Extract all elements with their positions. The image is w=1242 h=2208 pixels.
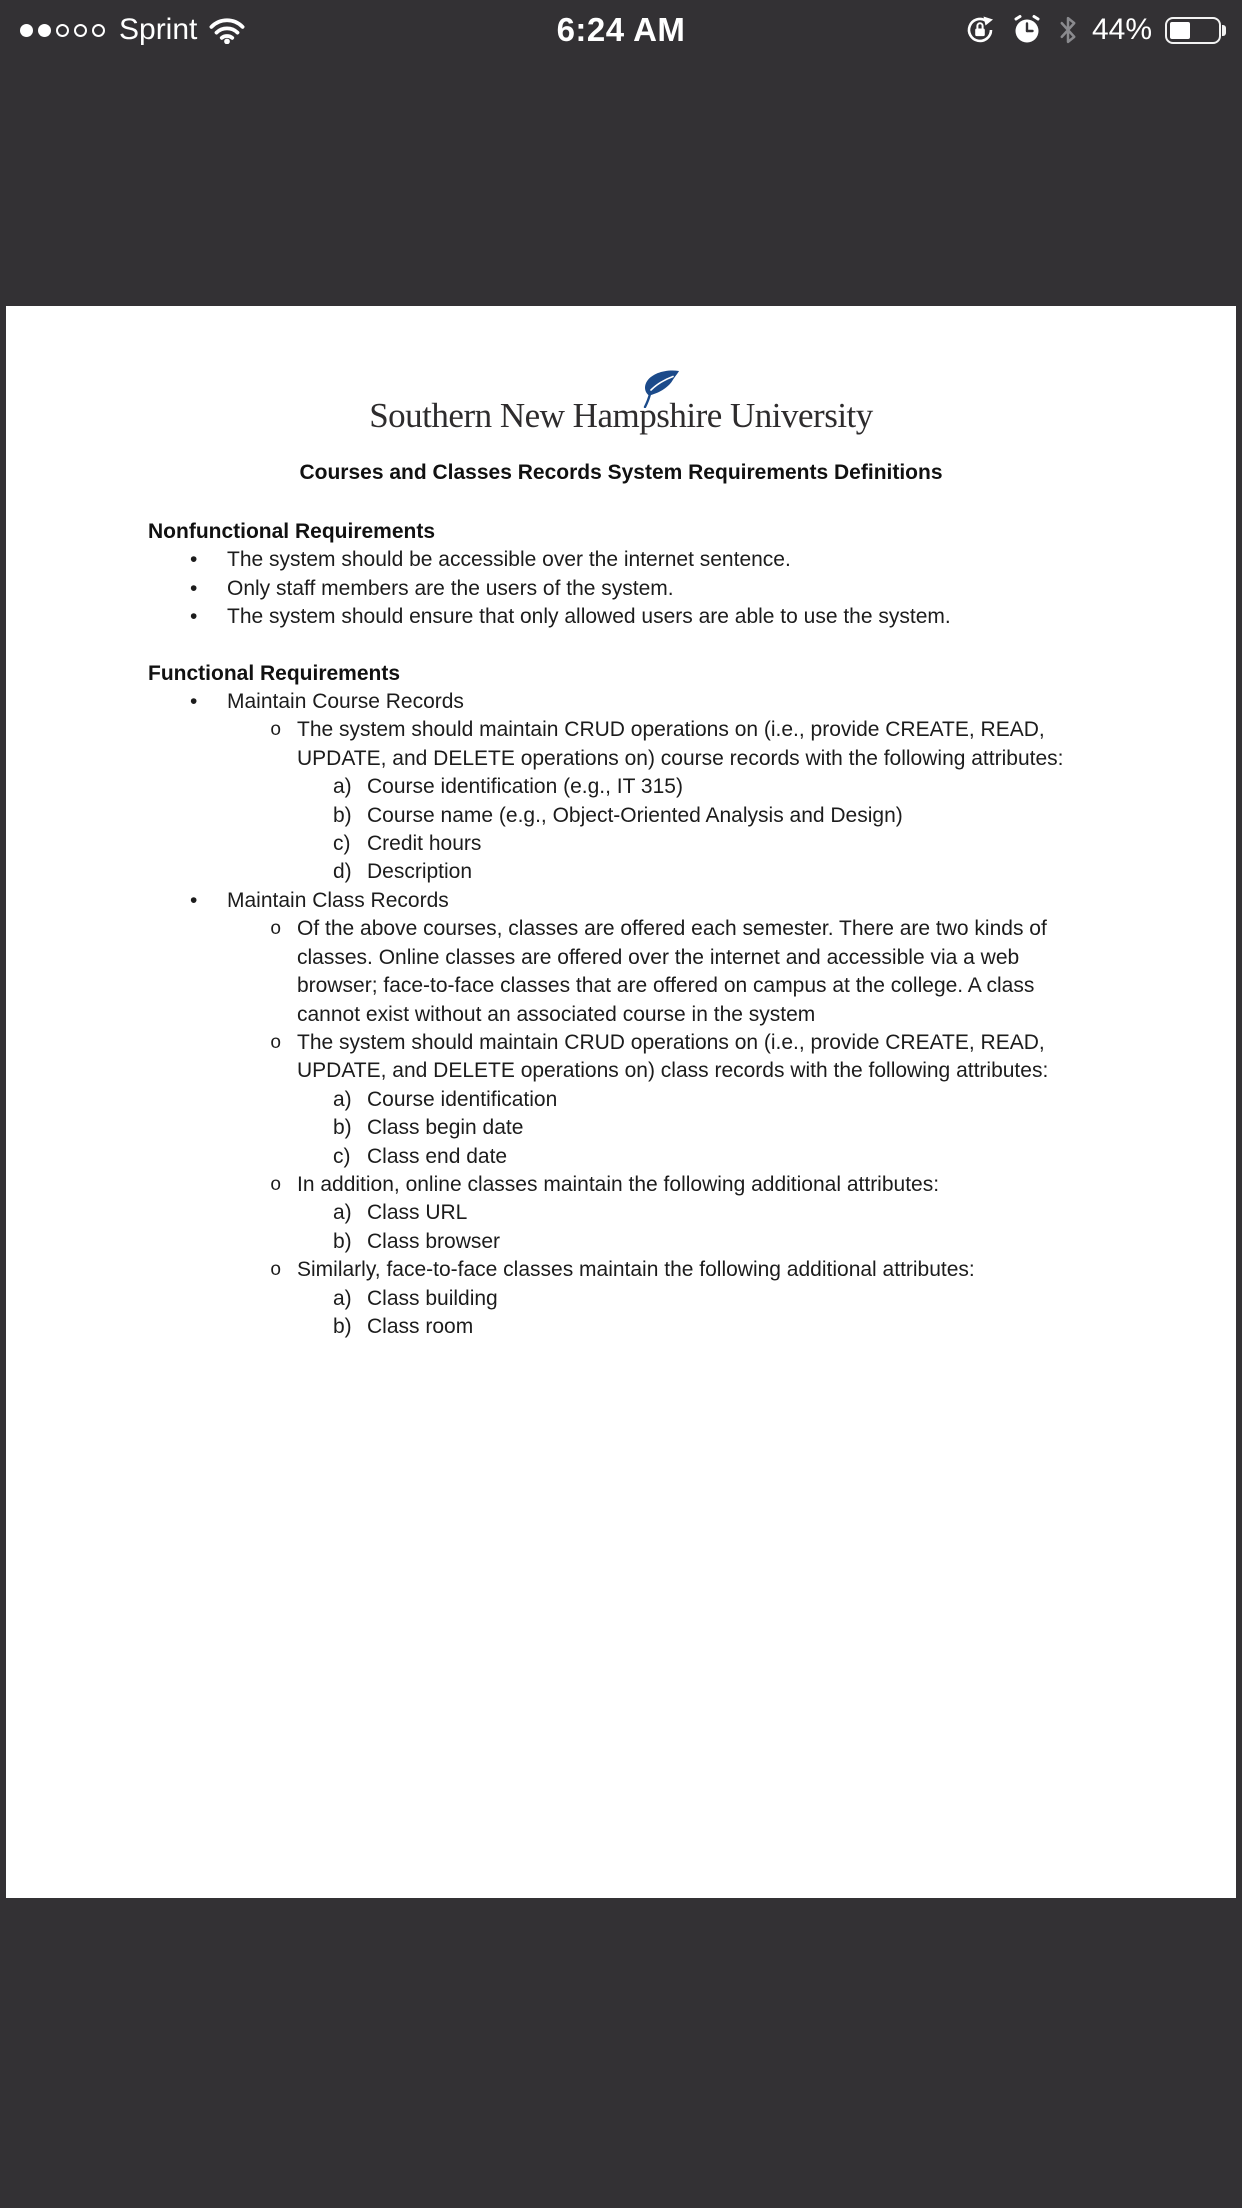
list-item [6,830,1236,858]
circle-marker: o [270,1031,282,1054]
list-item [6,1285,1236,1313]
logo-leaf-icon [637,370,681,408]
list-item [6,1199,1236,1227]
list-item [6,1029,1236,1086]
orientation-lock-icon [963,13,997,47]
list-item [6,603,1236,631]
lettered-item-text: Class building [367,1286,498,1310]
section-heading-nonfunctional: Nonfunctional Requirements [148,520,436,543]
bullet-marker: • [190,605,198,629]
battery-percent-label: 44% [1091,13,1152,46]
circle-marker: o [270,918,282,941]
lettered-item-text: Class end date [367,1144,508,1168]
sub-bullet-text: The system should maintain CRUD operations on (i.e., provide CREATE, READ, UPDATE, and DELETE operations on) course records with the following attributes: [297,718,1064,770]
circle-marker: o [270,1173,282,1196]
list-item [6,858,1236,886]
lettered-item-text: Description [367,860,473,884]
lettered-item-text: Class URL [367,1201,468,1225]
carrier-label: Sprint [119,13,198,46]
bluetooth-icon [1057,15,1079,45]
list-item [6,773,1236,801]
section-heading-functional: Functional Requirements [148,661,401,685]
list-item [6,802,1236,830]
list-item [6,1228,1236,1256]
document-page-viewport[interactable] [6,306,1236,1898]
list-item [6,1313,1236,1341]
letter-marker: b) [333,1116,352,1140]
lettered-item-text: Course name (e.g., Object-Oriented Analysis and Design) [367,803,903,827]
letter-marker: c) [333,832,351,856]
letter-marker: a) [333,1087,352,1111]
letter-marker: b) [333,803,352,827]
circle-marker: o [270,719,282,742]
list-item [6,1256,1236,1284]
letter-marker: c) [333,1144,351,1168]
list-item [6,887,1236,915]
list-item [6,1114,1236,1142]
bullet-marker: • [190,548,198,572]
status-right-cluster [963,0,1226,60]
bullet-text: Maintain Course Records [227,690,464,714]
alarm-icon [1010,13,1044,47]
letter-marker: d) [333,860,352,884]
list-item [6,546,1236,574]
list-item [6,1171,1236,1199]
sub-bullet-text: Similarly, face-to-face classes maintain the following additional attributes: [297,1258,975,1282]
list-item [6,915,1236,1029]
clock-time: 6:24 AM [556,11,686,48]
lettered-item-text: Class begin date [367,1116,524,1140]
battery-icon [1165,17,1226,44]
circle-marker: o [270,1259,282,1282]
bullet-text: Maintain Class Records [227,888,449,912]
list-item [6,1143,1236,1171]
list-item [6,688,1236,716]
document-title: Courses and Classes Records System Requirements Definitions [299,461,943,484]
lettered-item-text: Course identification [367,1087,558,1111]
lettered-item-text: Class browser [367,1229,501,1253]
bullet-marker: • [190,576,198,600]
letter-marker: a) [333,1286,352,1310]
sub-bullet-text: Of the above courses, classes are offered each semester. There are two kinds of classes. Online classes are offered over the internet and accessible via a web browser; face-to-face classes that are offered on campus at the college. A class cannot exist without an associated course in the system [297,917,1047,1026]
bullet-marker: • [190,888,198,912]
letter-marker: b) [333,1314,352,1338]
letter-marker: a) [333,1201,352,1225]
sub-bullet-text: In addition, online classes maintain the following additional attributes: [297,1172,940,1196]
list-item [6,575,1236,603]
lettered-item-text: Class room [367,1314,474,1338]
lettered-item-text: Credit hours [367,832,482,856]
letter-marker: b) [333,1229,352,1253]
sub-bullet-text: The system should maintain CRUD operations on (i.e., provide CREATE, READ, UPDATE, and DELETE operations on) class records with the following attributes: [297,1030,1049,1083]
status-bar [0,0,1242,60]
list-item [6,1086,1236,1114]
letter-marker: a) [333,775,352,799]
university-logo-text: Southern New Hampshire University [369,396,873,436]
bullet-text: The system should ensure that only allowed users are able to use the system. [227,605,951,629]
lettered-item-text: Course identification (e.g., IT 315) [367,775,683,799]
list-item [6,716,1236,773]
bullet-text: The system should be accessible over the internet sentence. [227,548,791,572]
university-logo [6,396,1236,444]
bullet-marker: • [190,690,198,714]
bullet-text: Only staff members are the users of the system. [227,576,674,600]
